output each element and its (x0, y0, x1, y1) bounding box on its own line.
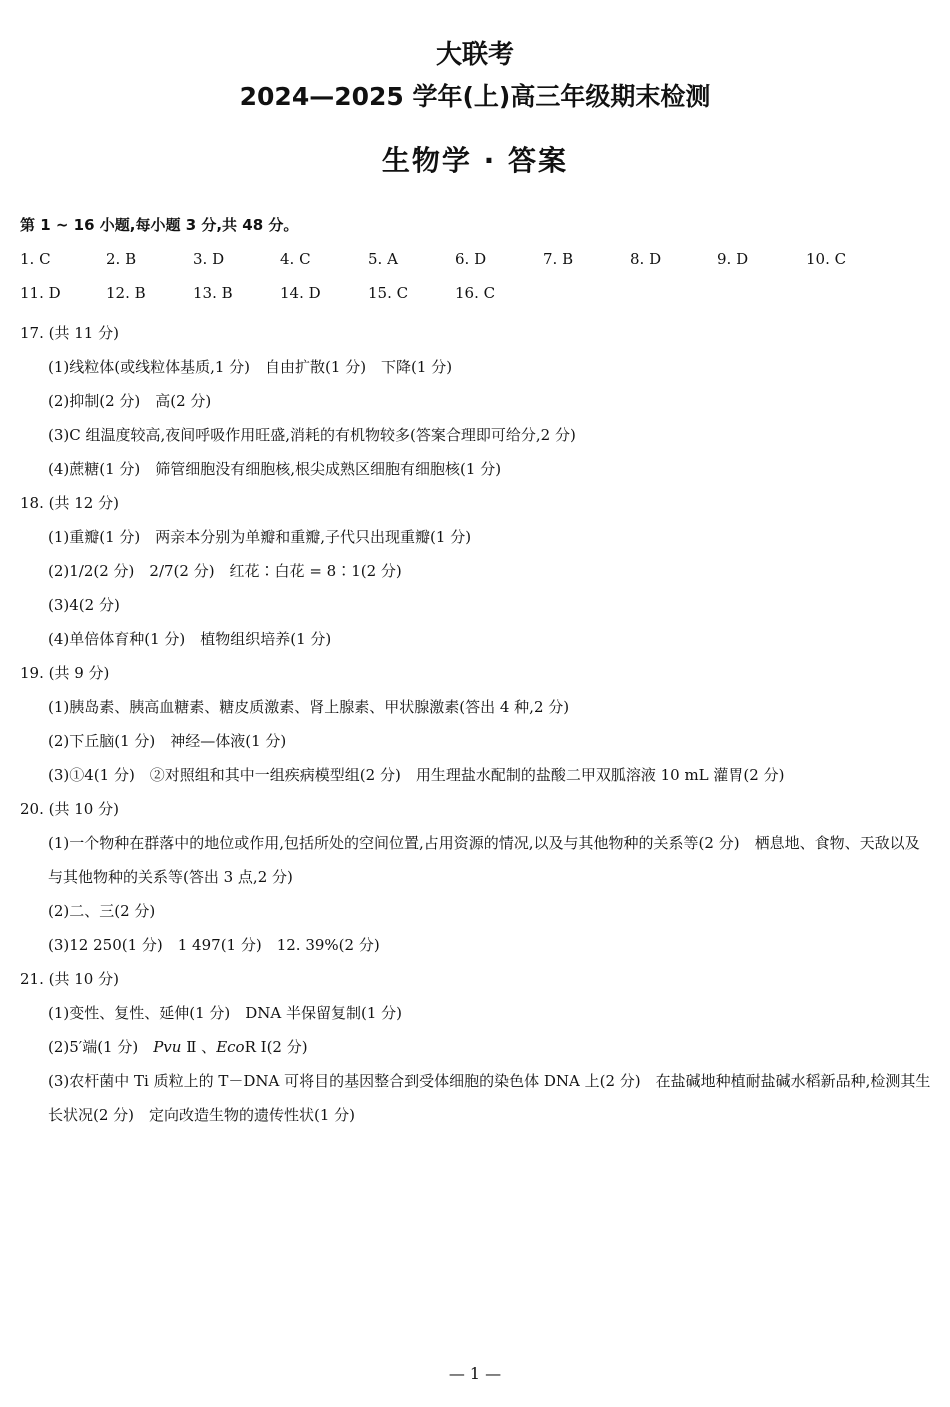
answer-item: 9. D (717, 250, 749, 268)
question-20-part-2: (2)二、三(2 分) (48, 902, 156, 920)
answer-row-1 (20, 248, 920, 282)
question-17-part-3: (3)C 组温度较高,夜间呼吸作用旺盛,消耗的有机物较多(答案合理即可给分,2 分) (48, 426, 576, 444)
question-19-part-3: (3)①4(1 分) ②对照组和其中一组疾病模型组(2 分) 用生理盐水配制的盐酸二甲双胍溶液 10 mL 灌胃(2 分) (48, 766, 785, 784)
answer-item: 10. C (806, 250, 847, 268)
answer-item: 3. D (193, 250, 225, 268)
answer-item: 4. C (280, 250, 311, 268)
question-21-part-2 (20, 1030, 932, 1064)
exam-provider-title: 大联考 (435, 40, 514, 70)
question-17-part-2: (2)抑制(2 分) 高(2 分) (48, 392, 212, 410)
question-21-part-3: (3)农杆菌中 Ti 质粒上的 T－DNA 可将目的基因整合到受体细胞的染色体 DNA 上(2 分) 在盐碱地种植耐盐碱水稻新品种,检测其生长状况(2 分) 定向改造生物的遗传性状(1 分) (48, 1072, 931, 1124)
question-17-part-1: (1)线粒体(或线粒体基质,1 分) 自由扩散(1 分) 下降(1 分) (48, 358, 453, 376)
answer-content (20, 316, 932, 1132)
enzyme-name-eco: Eco (216, 1038, 245, 1056)
enzyme-suffix-1: Ⅱ 、 (181, 1038, 217, 1056)
multiple-choice-answers (20, 248, 920, 316)
question-19-part-1: (1)胰岛素、胰高血糖素、糖皮质激素、肾上腺素、甲状腺激素(答出 4 种,2 分) (48, 698, 570, 716)
exam-title: 2024—2025 学年(上)高三年级期末检测 (239, 82, 711, 111)
answer-item: 6. D (455, 250, 487, 268)
answer-item: 11. D (20, 284, 61, 302)
question-19-heading: 19. (共 9 分) (20, 664, 110, 682)
question-20-part-3: (3)12 250(1 分) 1 497(1 分) 12. 39%(2 分) (48, 936, 380, 954)
question-20-heading: 20. (共 10 分) (20, 800, 119, 818)
answer-item: 12. B (106, 284, 146, 302)
question-17-part-4: (4)蔗糖(1 分) 筛管细胞没有细胞核,根尖成熟区细胞有细胞核(1 分) (48, 460, 502, 478)
answer-row-2 (20, 282, 920, 316)
question-18-part-1: (1)重瓣(1 分) 两亲本分别为单瓣和重瓣,子代只出现重瓣(1 分) (48, 528, 472, 546)
answer-item: 14. D (280, 284, 321, 302)
question-17-heading: 17. (共 11 分) (20, 324, 119, 342)
answer-item: 8. D (630, 250, 662, 268)
question-19-part-2: (2)下丘脑(1 分) 神经—体液(1 分) (48, 732, 287, 750)
answer-item: 1. C (20, 250, 51, 268)
question-20-part-1: (1)一个物种在群落中的地位或作用,包括所处的空间位置,占用资源的情况,以及与其他物种的关系等(2 分) 栖息地、食物、天敌以及与其他物种的关系等(答出 3 点,2 分) (48, 834, 920, 886)
question-18-part-4: (4)单倍体育种(1 分) 植物组织培养(1 分) (48, 630, 332, 648)
answer-item: 2. B (106, 250, 137, 268)
question-18-heading: 18. (共 12 分) (20, 494, 119, 512)
answer-item: 15. C (368, 284, 409, 302)
multiple-choice-instructions: 第 1 ~ 16 小题,每小题 3 分,共 48 分。 (20, 216, 299, 234)
enzyme-name-pvu: Pvu (153, 1038, 182, 1056)
answer-item: 13. B (193, 284, 233, 302)
question-21-part-2-prefix: (2)5′端(1 分) (48, 1038, 154, 1056)
subject-title: 生物学 · 答案 (381, 144, 569, 177)
answer-item: 7. B (543, 250, 574, 268)
page-number: — 1 — (448, 1364, 502, 1383)
question-18-part-2: (2)1/2(2 分) 2/7(2 分) 红花∶白花 = 8∶1(2 分) (48, 562, 402, 580)
question-21-part-1: (1)变性、复性、延伸(1 分) DNA 半保留复制(1 分) (48, 1004, 403, 1022)
answer-item: 16. C (455, 284, 496, 302)
answer-item: 5. A (368, 250, 398, 268)
enzyme-suffix-2: R Ⅰ(2 分) (244, 1038, 308, 1056)
question-18-part-3: (3)4(2 分) (48, 596, 120, 614)
question-21-heading: 21. (共 10 分) (20, 970, 119, 988)
